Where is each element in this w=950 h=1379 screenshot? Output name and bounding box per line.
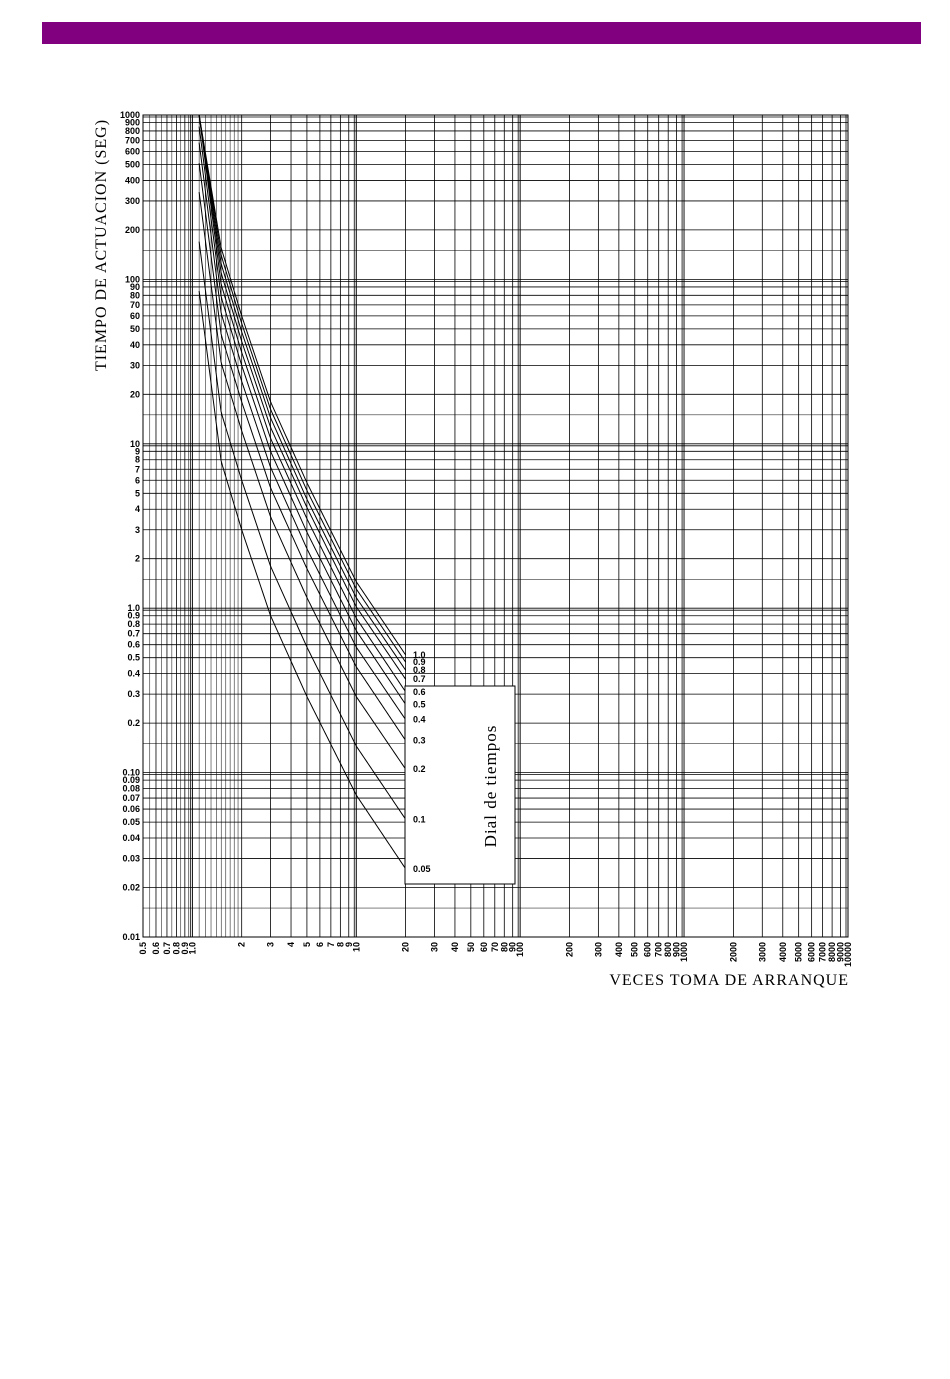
y-tick-label: 9 [134, 446, 140, 457]
y-tick-label: 0.08 [122, 783, 140, 794]
y-tick-label: 0.01 [122, 932, 140, 942]
y-tick-label: 30 [129, 360, 140, 371]
y-tick-label: 0.3 [127, 689, 140, 700]
dial-label-0.5: 0.5 [413, 699, 426, 710]
y-tick-label: 1.0 [127, 603, 140, 614]
y-tick-label: 800 [124, 125, 140, 136]
dial-label-0.4: 0.4 [413, 714, 426, 725]
x-tick-label: 0.6 [150, 942, 161, 955]
y-tick-label: 6 [134, 475, 140, 486]
x-tick-label: 8 [335, 942, 346, 948]
y-tick-label: 3 [134, 524, 140, 535]
y-tick-label: 0.10 [122, 767, 140, 778]
y-tick-label: 700 [124, 135, 140, 146]
x-tick-label: 9000 [835, 942, 846, 963]
dial-label-1.0: 1.0 [413, 649, 426, 660]
dial-label-0.8: 0.8 [413, 665, 426, 676]
y-tick-labels [120, 110, 140, 942]
y-tick-label: 0.07 [122, 793, 140, 804]
y-axis-title: TIEMPO DE ACTUACION (SEG) [93, 118, 110, 372]
dial-legend-title: Dial de tiempos [481, 724, 500, 848]
x-tick-label: 300 [593, 942, 604, 958]
y-tick-label: 200 [124, 224, 140, 235]
y-tick-label: 50 [129, 323, 140, 334]
y-tick-label: 10 [129, 438, 140, 449]
y-tick-label: 0.06 [122, 804, 140, 815]
y-tick-label: 40 [129, 339, 140, 350]
y-tick-label: 0.09 [122, 775, 140, 786]
x-tick-label: 60 [478, 942, 489, 953]
x-tick-label: 10000 [843, 942, 853, 968]
y-tick-label: 300 [124, 195, 140, 206]
y-tick-label: 0.6 [127, 639, 140, 650]
y-tick-label: 8 [134, 454, 140, 465]
x-tick-label: 10 [351, 942, 362, 953]
y-tick-label: 400 [124, 175, 140, 186]
dial-label-0.3: 0.3 [413, 735, 426, 746]
x-tick-label: 6 [314, 942, 325, 948]
x-tick-label: 7000 [817, 942, 828, 963]
x-tick-label: 30 [429, 942, 440, 953]
x-tick-label: 4 [286, 942, 297, 948]
x-tick-label: 3000 [757, 942, 768, 963]
y-tick-label: 5 [134, 488, 140, 499]
x-tick-label: 1000 [679, 942, 690, 963]
x-tick-label: 7 [325, 942, 336, 948]
x-tick-label: 1.0 [187, 942, 198, 955]
x-tick-label: 2 [236, 942, 247, 948]
y-tick-label: 60 [129, 310, 140, 321]
x-tick-label: 20 [400, 942, 411, 953]
y-tick-label: 600 [124, 146, 140, 157]
y-tick-label: 0.2 [127, 718, 140, 729]
y-tick-label: 0.5 [127, 652, 140, 663]
x-tick-label: 40 [449, 942, 460, 953]
dial-label-0.05: 0.05 [413, 863, 431, 874]
x-tick-label: 100 [515, 942, 526, 958]
x-tick-label: 900 [671, 942, 682, 958]
y-tick-label: 0.4 [127, 668, 140, 679]
x-tick-label: 0.8 [171, 942, 182, 955]
y-tick-label: 0.03 [122, 853, 140, 864]
y-tick-label: 1000 [119, 110, 140, 120]
x-tick-label: 6000 [806, 942, 817, 963]
y-tick-label: 900 [124, 117, 140, 128]
y-tick-label: 500 [124, 159, 140, 170]
x-tick-label: 2000 [728, 942, 739, 963]
y-tick-label: 20 [129, 389, 140, 400]
x-tick-label: 800 [663, 942, 674, 958]
x-tick-label: 5 [301, 942, 312, 948]
dial-label-0.7: 0.7 [413, 674, 426, 685]
x-tick-label: 0.5 [138, 942, 148, 955]
dial-label-0.1: 0.1 [413, 814, 426, 825]
x-tick-label: 700 [653, 942, 664, 958]
dial-legend [405, 650, 515, 884]
y-tick-label: 0.02 [122, 882, 140, 893]
x-tick-label: 200 [564, 942, 575, 958]
x-tick-label: 600 [642, 942, 653, 958]
y-tick-label: 90 [129, 281, 140, 292]
y-tick-label: 70 [129, 299, 140, 310]
y-tick-label: 0.05 [122, 817, 140, 828]
x-tick-label: 4000 [777, 942, 788, 963]
y-tick-label: 0.7 [127, 628, 140, 639]
x-tick-label: 500 [629, 942, 640, 958]
y-tick-label: 7 [134, 464, 140, 475]
y-tick-label: 2 [134, 553, 140, 564]
x-tick-label: 9 [343, 942, 354, 948]
x-tick-label: 0.9 [179, 942, 190, 955]
y-tick-label: 80 [129, 290, 140, 301]
y-tick-label: 0.9 [127, 610, 140, 621]
x-tick-label: 0.7 [161, 942, 172, 955]
x-tick-label: 70 [489, 942, 500, 953]
x-tick-label: 90 [507, 942, 518, 953]
y-tick-label: 0.04 [122, 833, 140, 844]
x-tick-label: 50 [465, 942, 476, 953]
x-tick-label: 400 [613, 942, 624, 958]
y-tick-label: 4 [134, 504, 140, 515]
dial-label-0.2: 0.2 [413, 764, 426, 775]
dial-label-0.6: 0.6 [413, 686, 426, 697]
dial-label-0.9: 0.9 [413, 657, 426, 668]
y-tick-label: 100 [124, 274, 140, 285]
x-tick-label: 80 [499, 942, 510, 953]
x-tick-label: 8000 [827, 942, 838, 963]
x-tick-labels [138, 942, 853, 967]
x-tick-label: 5000 [793, 942, 804, 963]
y-tick-label: 0.8 [127, 619, 140, 630]
x-tick-label: 3 [265, 942, 276, 948]
x-axis-title: VECES TOMA DE ARRANQUE [609, 972, 849, 989]
